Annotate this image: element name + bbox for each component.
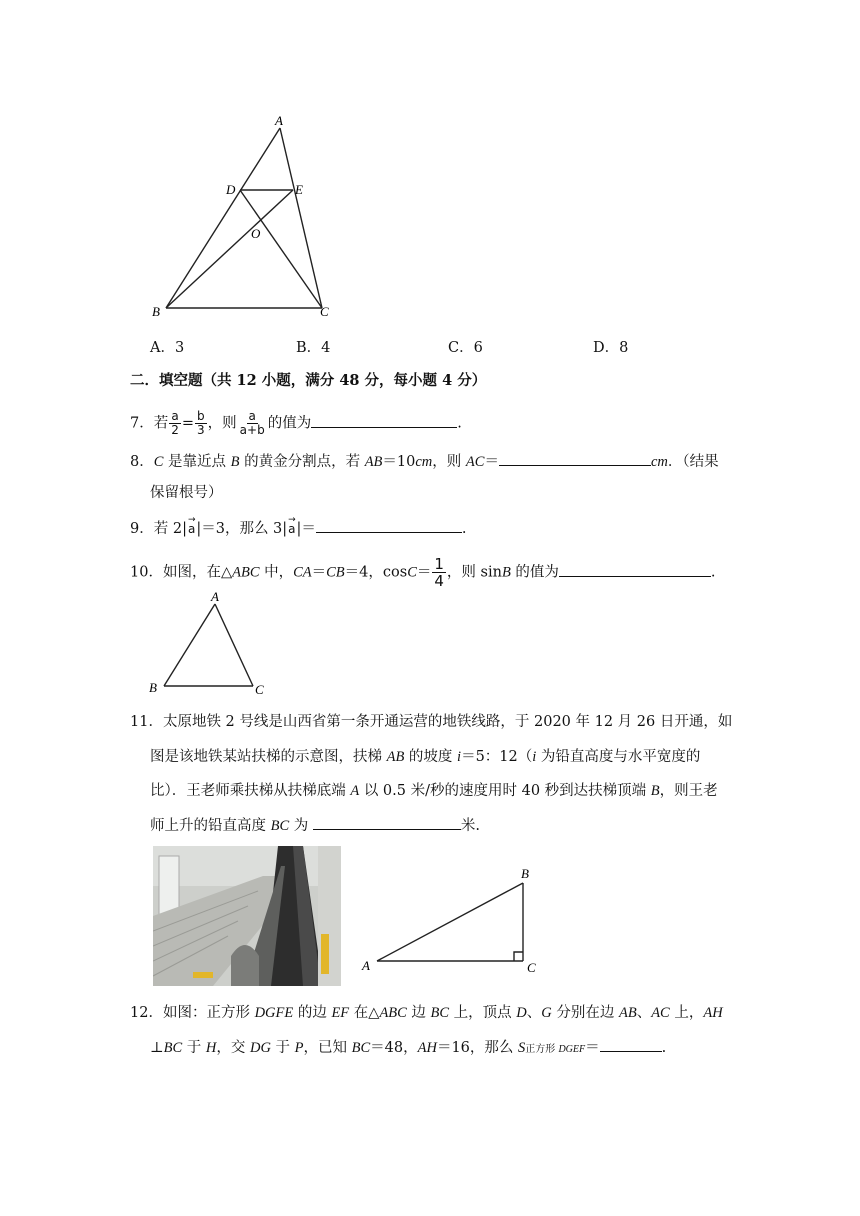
section-heading: 二．填空题（共 12 小题，满分 48 分，每小题 4 分） xyxy=(130,372,487,389)
question-11-line-3: 比）．王老师乘扶梯从扶梯底端 A 以 0.5 米/秒的速度用时 40 秒到达扶梯顶端 B，则王老 xyxy=(150,783,718,799)
question-8-line-1: 8．C 是靠近点 B 的黄金分割点，若 AB＝10cm，则 AC＝ cm．（结果 xyxy=(130,451,719,472)
fig1-label-b: B xyxy=(152,304,160,319)
question-7: 7．若 $\frac{a}{2}$ = $\frac{b}{3}$ ，则 $\frac{a}{a+b}$ 的值为 . xyxy=(130,409,462,437)
answer-blank-10 xyxy=(559,562,711,577)
question-8-line-2: 保留根号） xyxy=(150,485,223,501)
fig3-label-c: C xyxy=(527,960,536,975)
fig3-label-b: B xyxy=(521,866,529,881)
figure-right-triangle xyxy=(357,860,547,980)
answer-blank-7 xyxy=(311,413,457,428)
question-12-line-2: ⊥BC 于 H，交 DG 于 P，已知 BC＝48，AH＝16，那么 S正方形 DGEF＝ . xyxy=(150,1037,666,1060)
answer-blank-12 xyxy=(600,1037,662,1052)
escalator-photo xyxy=(153,846,341,986)
fig1-label-d: D xyxy=(226,182,236,197)
question-11-line-2: 图是该地铁某站扶梯的示意图，扶梯 AB 的坡度 i＝5：12（i 为铅直高度与水平宽度的 xyxy=(150,749,701,765)
answer-blank-9 xyxy=(316,518,462,533)
question-10: 10．如图，在△ABC 中，CA＝CB＝4，cosC＝ $\frac{1}{4}$ ，则 sinB 的值为 . xyxy=(130,555,716,590)
fig1-label-e: E xyxy=(295,182,303,197)
fig1-label-a: A xyxy=(275,113,283,128)
fig1-label-o: O xyxy=(251,226,261,241)
fig2-label-a: A xyxy=(211,589,219,604)
question-12-line-1: 12．如图：正方形 DGFE 的边 EF 在△ABC 边 BC 上，顶点 D、G 分别在边 AB、AC 上，AH xyxy=(130,1005,723,1021)
figure-triangle-abc-small xyxy=(145,588,275,698)
answer-blank-11 xyxy=(313,815,461,830)
option-c: C．6 xyxy=(448,340,483,356)
fig3-label-a: A xyxy=(362,958,370,973)
option-a: A．3 xyxy=(150,340,185,356)
fig2-label-c: C xyxy=(255,682,264,697)
fig1-label-c: C xyxy=(320,304,329,319)
option-d: D．8 xyxy=(593,340,629,356)
fig2-label-b: B xyxy=(149,680,157,695)
answer-blank-8 xyxy=(499,451,651,466)
option-b: B．4 xyxy=(296,340,331,356)
question-11-line-1: 11．太原地铁 2 号线是山西省第一条开通运营的地铁线路，于 2020 年 12 月 26 日开通，如 xyxy=(130,714,733,730)
figure-triangle-abc-deo xyxy=(150,110,340,325)
vector-a: → a xyxy=(187,515,196,536)
vector-a-2: → a xyxy=(288,515,296,536)
question-9: 9．若 2| → a|＝3，那么 3| → a|＝ . xyxy=(130,515,467,537)
question-11-line-4: 师上升的铅直高度 BC 为 米. xyxy=(150,815,480,836)
